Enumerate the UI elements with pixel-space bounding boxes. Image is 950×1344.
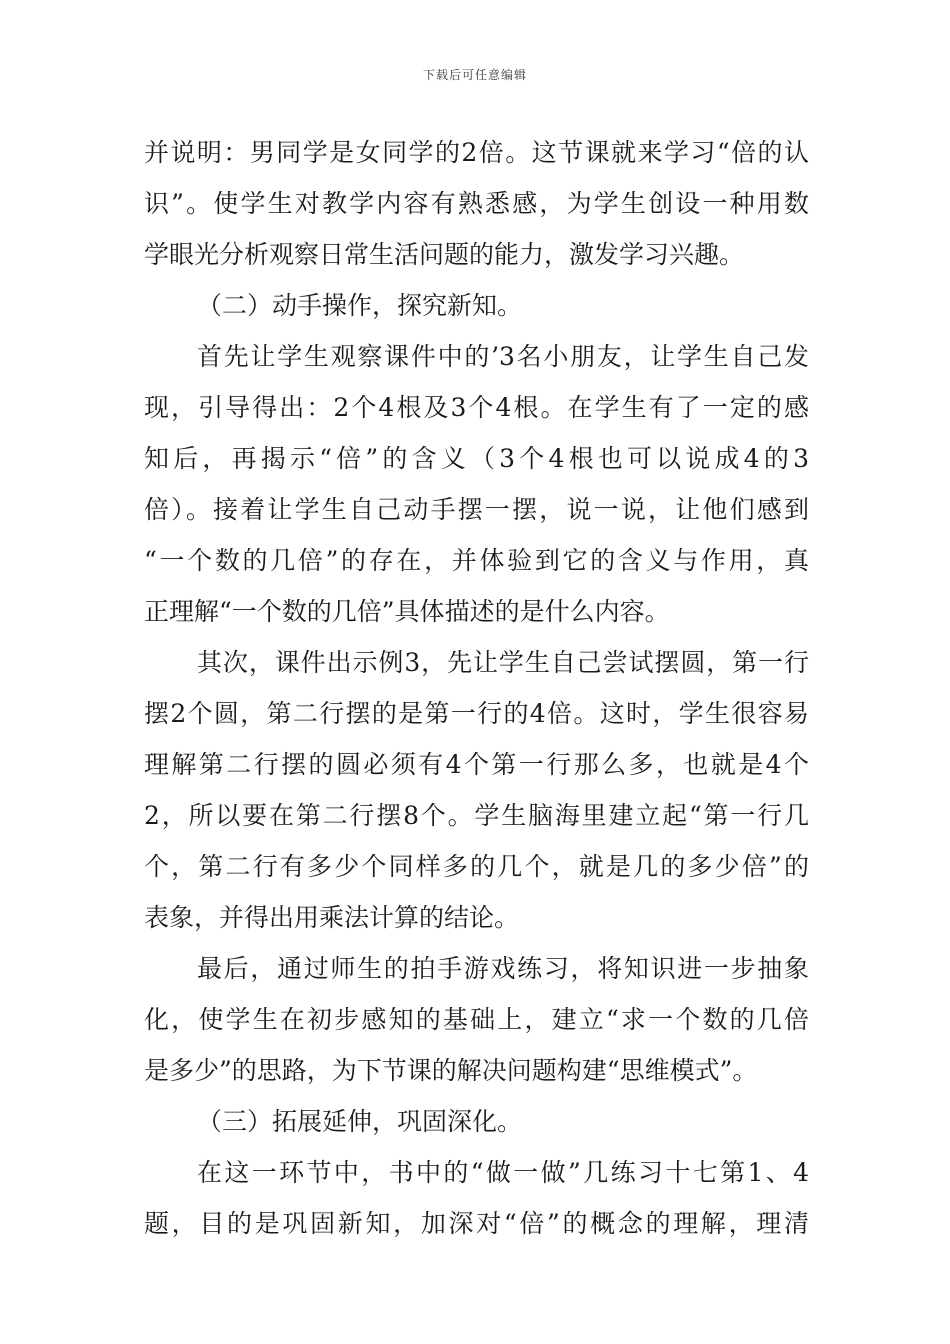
text-line: 是多少”的思路，为下节课的解决问题构建“思维模式”。: [144, 1056, 758, 1085]
text-line: 并说明：男同学是女同学的2倍。这节课就来学习“倍的认: [144, 138, 809, 167]
text-line: （二）动手操作，探究新知。: [197, 291, 523, 320]
text-line: 其次，课件出示例3，先让学生自己尝试摆圆，第一行: [197, 648, 809, 677]
text-line: 题，目的是巩固新知，加深对“倍”的概念的理解，理清: [144, 1209, 809, 1238]
text-line: 倍）。接着让学生自己动手摆一摆，说一说，让他们感到: [144, 495, 809, 524]
text-line: （三）拓展延伸，巩固深化。: [197, 1107, 523, 1136]
text-line: “一个数的几倍”的存在，并体验到它的含义与作用，真: [144, 546, 809, 575]
text-line: 首先让学生观察课件中的’3名小朋友，让学生自己发: [197, 342, 809, 371]
page-header: 下载后可任意编辑: [422, 68, 527, 82]
text-line: 摆2个圆，第二行摆的是第一行的4倍。这时，学生很容易: [144, 699, 809, 728]
document-body: [144, 127, 809, 1249]
text-line: 表象，并得出用乘法计算的结论。: [144, 903, 520, 932]
text-line: 2，所以要在第二行摆8个。学生脑海里建立起“第一行几: [144, 801, 809, 830]
text-line: 理解第二行摆的圆必须有4个第一行那么多，也就是4个: [144, 750, 809, 779]
text-line: 最后，通过师生的拍手游戏练习，将知识进一步抽象: [197, 954, 809, 983]
text-line: 现，引导得出：2个4根及3个4根。在学生有了一定的感: [144, 393, 809, 422]
text-line: 识”。使学生对教学内容有熟悉感，为学生创设一种用数: [144, 189, 809, 218]
text-line: 学眼光分析观察日常生活问题的能力，激发学习兴趣。: [144, 240, 745, 269]
text-line: 正理解“一个数的几倍”具体描述的是什么内容。: [144, 597, 670, 626]
text-line: 个，第二行有多少个同样多的几个，就是几的多少倍”的: [144, 852, 809, 881]
text-line: 在这一环节中，书中的“做一做”几练习十七第1、4: [197, 1158, 809, 1187]
text-line: 知后，再揭示“倍”的含义（3个4根也可以说成4的3: [144, 444, 809, 473]
text-line: 化，使学生在初步感知的基础上，建立“求一个数的几倍: [144, 1005, 809, 1034]
